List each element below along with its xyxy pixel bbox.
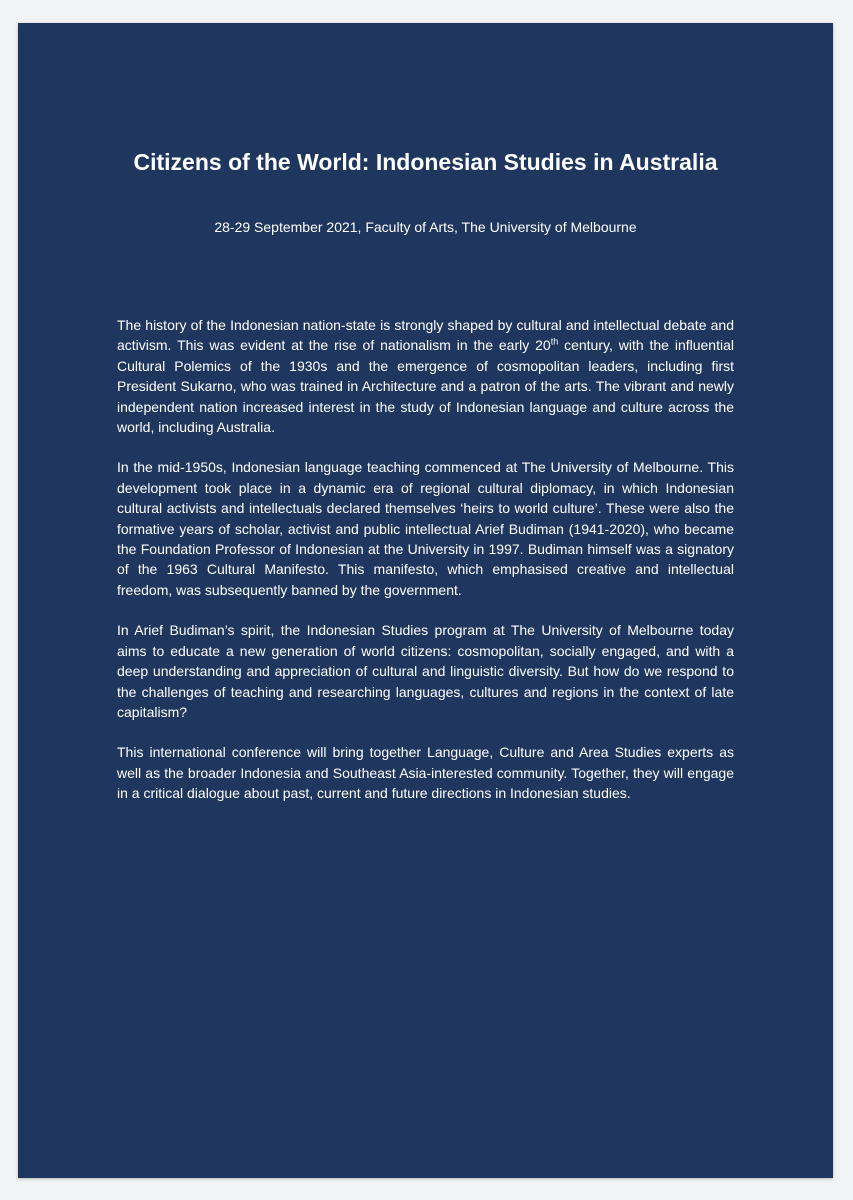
document-title: Citizens of the World: Indonesian Studies in Australia bbox=[133, 149, 718, 175]
ordinal-superscript: th bbox=[550, 336, 559, 347]
document-body bbox=[117, 315, 734, 824]
event-date-location: 28-29 September 2021, Faculty of Arts, The University of Melbourne bbox=[214, 219, 637, 235]
document-page bbox=[18, 23, 833, 1178]
paragraph-program-aims: In Arief Budiman’s spirit, the Indonesian Studies program at The University of Melbourne today aims to educate a new generation of world citizens: cosmopolitan, socially engaged, and with a deep understanding and appreciation of cultural and linguistic diversity. But how do we respond to the challenges of teaching and researching languages, cultures and regions in the context of late capitalism? bbox=[117, 622, 734, 720]
paragraph-conference: This international conference will bring together Language, Culture and Area Studies experts as well as the broader Indonesia and Southeast Asia-interested community. Together, they will engage in a critical dialogue about past, current and future directions in Indonesian studies. bbox=[117, 744, 734, 802]
paragraph-history-part1: The history of the Indonesian nation-state is strongly shaped by cultural and intellectual debate and activism. This was evident at the rise of nationalism in the early 20 bbox=[117, 317, 734, 354]
paragraph-teaching-history: In the mid-1950s, Indonesian language teaching commenced at The University of Melbourne. This development took place in a dynamic era of regional cultural diplomacy, in which Indonesian cultural activists and intellectuals declared themselves ‘heirs to world culture’. These were also the formative years of scholar, activist and public intellectual Arief Budiman (1941-2020), who became the Foundation Professor of Indonesian at the University in 1997. Budiman himself was a signatory of the 1963 Cultural Manifesto. This manifesto, which emphasised creative and intellectual freedom, was subsequently banned by the government. bbox=[117, 459, 734, 598]
paragraph-history-part2: century, with the influential Cultural Polemics of the 1930s and the emergence of cosmopolitan leaders, including first President Sukarno, who was trained in Architecture and a patron of the arts. The vibrant and newly independent nation increased interest in the study of Indonesian language and culture across the world, including Australia. bbox=[117, 337, 734, 436]
paragraph-history bbox=[117, 315, 734, 437]
